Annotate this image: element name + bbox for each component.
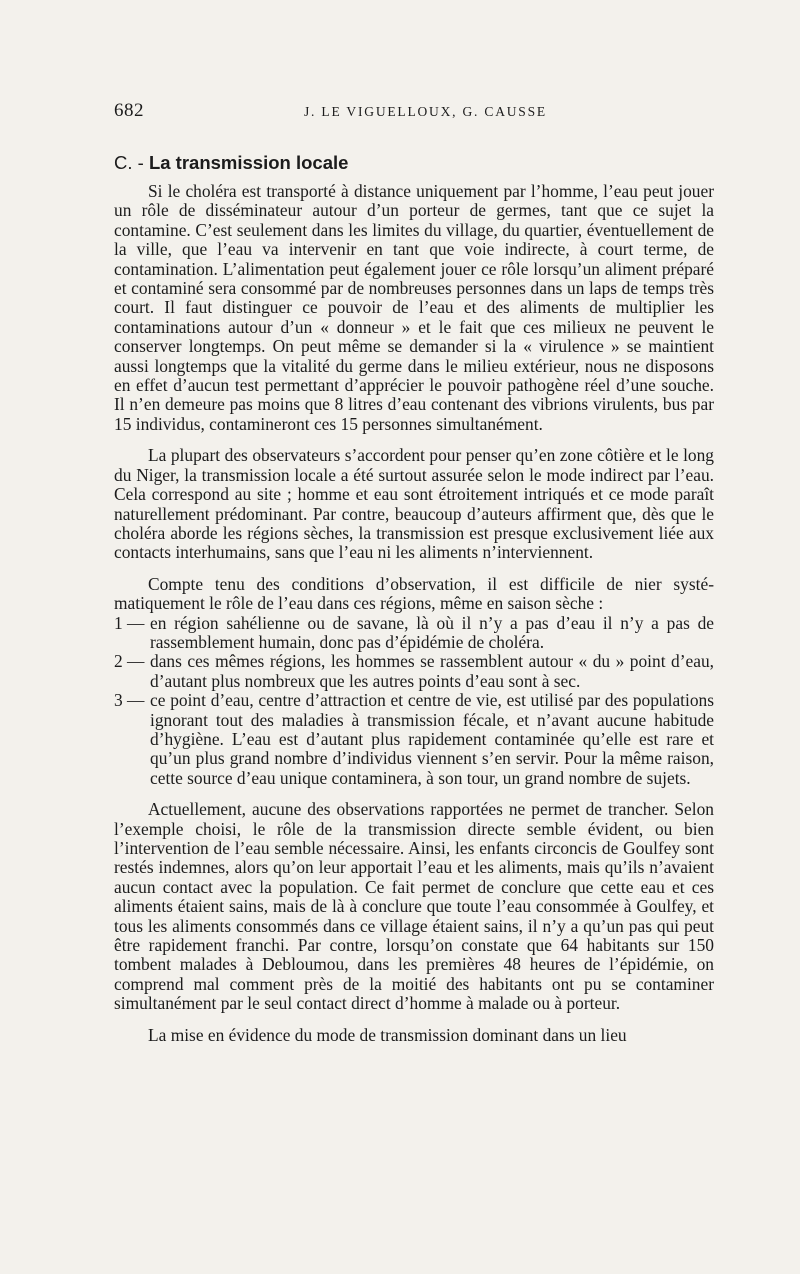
paragraph-4: Actuellement, aucune des observations rapportées ne permet de trancher. Selon l’exemple choisi, le rôle de la transmission directe semble évident, ou bien l’intervention de l’eau semble nécessaire. Ainsi, les enfants circoncis de Goulfey sont restés indemnes, alors qu’on leur apportait l’eau et les aliments, mais qu’ils n’avaient aucun contact avec la population. Ce fait permet de conclure que cette eau et ces aliments étaient sains, mais de là à conclure que toute l’eau consommée à Goulfey, et tous les aliments consommés dans ce village étaient sains, il n’y a qu’un pas qui peut être rapidement franchi. Par contre, lorsqu’on constate que 64 habitants sur 150 tombent malades à Debloumou, dans les premières 48 heures de l’épidémie, on comprend mal comment près de la moitié des habitants ont pu se contaminer simultanément par le seul contact direct d’homme à malade ou à porteur.: [114, 799, 714, 1014]
section-letter: C. -: [114, 152, 144, 173]
paragraph-5: La mise en évidence du mode de transmission dominant dans un lieu: [148, 1024, 627, 1045]
list-item: [114, 614, 714, 653]
running-head: J. LE VIGUELLOUX, G. CAUSSE: [304, 104, 547, 119]
list-item-text: dans ces mêmes régions, les hommes se rassemblent autour « du » point d’eau, d’autant plus nombreux que les autres points d’eau sont à sec.: [150, 651, 714, 691]
page-header: [114, 100, 714, 124]
paragraph-2: La plupart des observateurs s’accordent pour penser qu’en zone côtière et le long du Niger, la transmission locale a été surtout assurée selon le mode indirect par l’eau. Cela correspond au site ; homme et eau sont étroitement intriqués et ce mode paraît naturellement prédominant. Par contre, beaucoup d’auteurs affirment que, dès que le choléra aborde les régions sèches, la transmission est presque exclusivement liée aux contacts interhumains, sans que l’eau ni les aliments n’interviennent.: [114, 445, 714, 563]
section-heading: [114, 152, 348, 174]
paragraph-1: Si le choléra est transporté à distance uniquement par l’homme, l’eau peut jouer un rôle de disséminateur autour d’un porteur de germes, tant que ce sujet la contamine. C’est seulement dans les limites du village, du quartier, éventuellement de la ville, que l’eau va intervenir en tant que voie indirecte, à court terme, de contamination. L’alimentation peut également jouer ce rôle lorsqu’un aliment préparé et contaminé sera consommé par de nombreuses personnes dans un laps de temps très court. Il faut distinguer ce pouvoir de l’eau et des aliments de multiplier les contaminations autour d’un « donneur » et le fait que ces milieux ne peuvent le conserver longtemps. On peut même se demander si la « virulence » se maintient aussi longtemps que la vitalité du germe dans le milieu extérieur, nous ne disposons en effet d’aucun test permettant d’apprécier le pouvoir pathogène réel d’une souche. Il n’en demeure pas moins que 8 litres d’eau contenant des vibrions virulents, bus par 15 individus, contamineront ces 15 personnes simultanément.: [114, 181, 714, 434]
list-item: [114, 691, 714, 788]
list-item-number: 3 —: [114, 690, 145, 711]
list-item-text: ce point d’eau, centre d’attraction et centre de vie, est utilisé par des populations ignorant tout des maladies à transmission fécale, et n’avant aucune habitude d’hygiène. L’eau est d’autant plus rapidement contaminée qu’elle est rare et qu’un plus grand nombre d’individus viennent s’en servir. Pour la même raison, cette source d’eau unique contaminera, à son tour, un grand nombre de sujets.: [150, 690, 714, 788]
list-item-text: en région sahélienne ou de savane, là où il n’y a pas d’eau il n’y a pas de rassemblement humain, donc pas d’épidémie de choléra.: [150, 612, 714, 652]
list-item-number: 1 —: [114, 612, 145, 633]
body-text: [114, 182, 714, 1045]
list-item: [114, 652, 714, 691]
page-number: 682: [114, 100, 144, 121]
paragraph-3: Compte tenu des conditions d’observation, il est difficile de nier systématiquement le rôle de l’eau dans ces régions, même en saison sèche :: [114, 573, 714, 614]
list-item-number: 2 —: [114, 651, 145, 672]
section-title: La transmission locale: [148, 152, 349, 173]
